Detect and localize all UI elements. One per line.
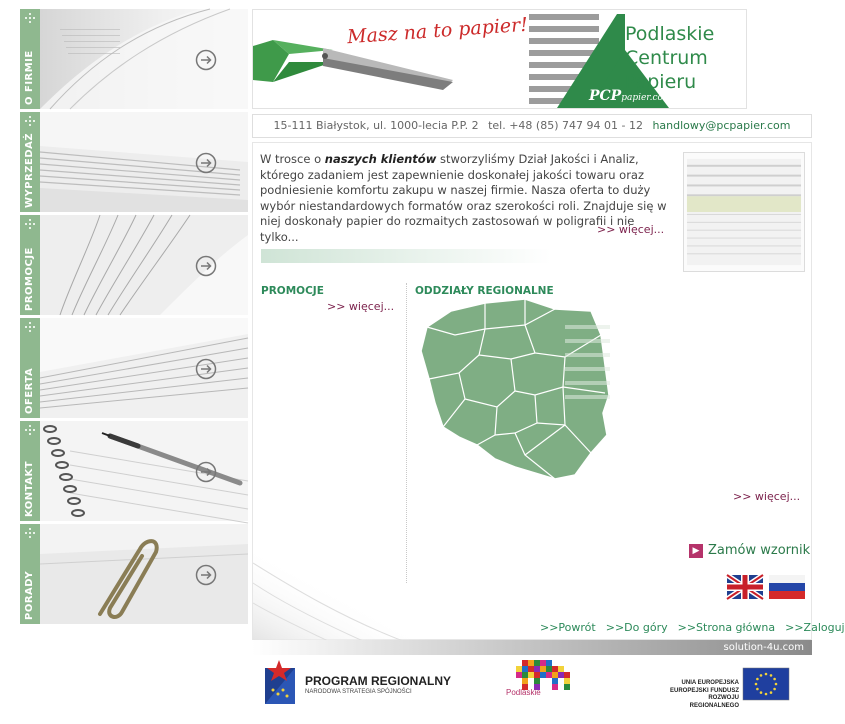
- header-banner: [252, 9, 747, 109]
- eu-text-line: EUROPEJSKI FUNDUSZ: [669, 687, 739, 694]
- intro-text-end: stworzyliśmy Dział Jakości i Analiz, którego zadaniem jest zapewnienie doskonałej jakości towaru oraz podniesienie komfortu zakupu w naszej firmie. Nasza oferta to duży wybór niestandardowych formatów oraz szerokości roli. Znajduje się w niej doskonały papier do rozmaitych zastosowań w poligrafii i nie tylko...: [260, 152, 667, 244]
- oddzialy-heading: ODDZIAŁY REGIONALNE: [415, 285, 554, 297]
- russian-flag-icon[interactable]: [769, 575, 805, 599]
- nav-tab: [20, 9, 40, 109]
- company-name: [625, 22, 714, 94]
- arrow-circle-icon[interactable]: [195, 358, 217, 380]
- logo-domain: papier.com: [621, 93, 672, 103]
- arrow-circle-icon[interactable]: [195, 49, 217, 71]
- credit-link[interactable]: solution-4u.com: [723, 642, 804, 653]
- arrow-right-icon: ▶: [689, 544, 703, 558]
- paper-rolls-photo: [683, 152, 805, 272]
- poland-map[interactable]: [415, 295, 615, 485]
- footer-navigation: [530, 621, 845, 634]
- order-sample-button[interactable]: [689, 543, 810, 558]
- credit-bar: [252, 640, 812, 655]
- english-flag-icon[interactable]: [727, 575, 763, 599]
- main-content: [252, 142, 845, 640]
- program-regionalny-emblem: [265, 660, 301, 704]
- arrow-circle-icon[interactable]: [195, 255, 217, 277]
- arrow-circle-icon[interactable]: [195, 564, 217, 586]
- promocje-more-link[interactable]: >> więcej...: [327, 300, 395, 313]
- intro-emphasis: naszych klientów: [324, 152, 437, 166]
- arrow-circle-icon[interactable]: [195, 461, 217, 483]
- nav-label: O FIRMIE: [24, 50, 35, 105]
- decorative-stripe: [261, 249, 551, 263]
- eu-text: [665, 680, 739, 710]
- program-title: PROGRAM REGIONALNY: [305, 674, 452, 688]
- company-name-line: Papieru: [625, 71, 697, 93]
- nav-item-o-firmie[interactable]: [20, 9, 248, 109]
- nav-item-promocje[interactable]: [20, 215, 248, 315]
- footer-link-back[interactable]: >>Powrót: [540, 621, 596, 634]
- nav-tab: [20, 215, 40, 315]
- podlaskie-bison-mosaic: [502, 658, 580, 690]
- nav-tab: [20, 318, 40, 418]
- eu-text-line: UNIA EUROPEJSKA: [681, 680, 739, 686]
- nav-label: PROMOCJE: [24, 247, 35, 311]
- email-link[interactable]: handlowy@pcpapier.com: [652, 119, 791, 132]
- column-divider: [406, 283, 407, 583]
- intro-text-start: W trosce o: [260, 152, 325, 166]
- eu-text-line: ROZWOJU REGIONALNEGO: [689, 695, 739, 709]
- eu-logo: [665, 668, 791, 709]
- nav-item-oferta[interactable]: [20, 318, 248, 418]
- nav-item-kontakt[interactable]: [20, 421, 248, 521]
- logo-mark-text: PCP: [589, 88, 622, 104]
- nav-tab: [20, 524, 40, 624]
- eu-flag-icon: [743, 668, 789, 700]
- nav-tab: [20, 421, 40, 521]
- intro-more-link[interactable]: >> więcej...: [597, 223, 665, 236]
- promocje-heading: PROMOCJE: [261, 285, 324, 297]
- logo-mark: [589, 88, 671, 104]
- podlaskie-logo: [502, 658, 582, 700]
- arrow-circle-icon[interactable]: [195, 152, 217, 174]
- nav-tab: [20, 112, 40, 212]
- nav-item-porady[interactable]: [20, 524, 248, 624]
- nav-label: PORADY: [24, 570, 35, 620]
- nav-label: OFERTA: [24, 367, 35, 414]
- address: 15-111 Białystok, ul. 1000-lecia P.P. 2: [273, 119, 479, 132]
- footer-link-login[interactable]: >>Zaloguj: [785, 621, 845, 634]
- contact-bar: [252, 114, 812, 138]
- oddzialy-more-link[interactable]: >> więcej...: [733, 490, 801, 503]
- banner-slogan: Masz na to papier!: [346, 13, 529, 49]
- footer-link-top[interactable]: >>Do góry: [605, 621, 668, 634]
- order-sample-label: Zamów wzornik: [708, 543, 811, 558]
- company-name-line: Podlaskie: [625, 23, 715, 45]
- phone: tel. +48 (85) 747 94 01 - 12: [488, 119, 643, 132]
- nav-label: KONTAKT: [24, 460, 35, 517]
- program-regionalny-logo: [265, 660, 455, 708]
- nav-item-wyprzedaz[interactable]: [20, 112, 248, 212]
- company-name-line: Centrum: [625, 47, 708, 69]
- nav-label: WYPRZEDAŻ: [24, 132, 35, 208]
- podlaskie-label: Podlaskie: [506, 688, 541, 697]
- program-subtitle: NARODOWA STRATEGIA SPÓJNOŚCI: [305, 689, 412, 695]
- footer-link-home[interactable]: >>Strona główna: [677, 621, 776, 634]
